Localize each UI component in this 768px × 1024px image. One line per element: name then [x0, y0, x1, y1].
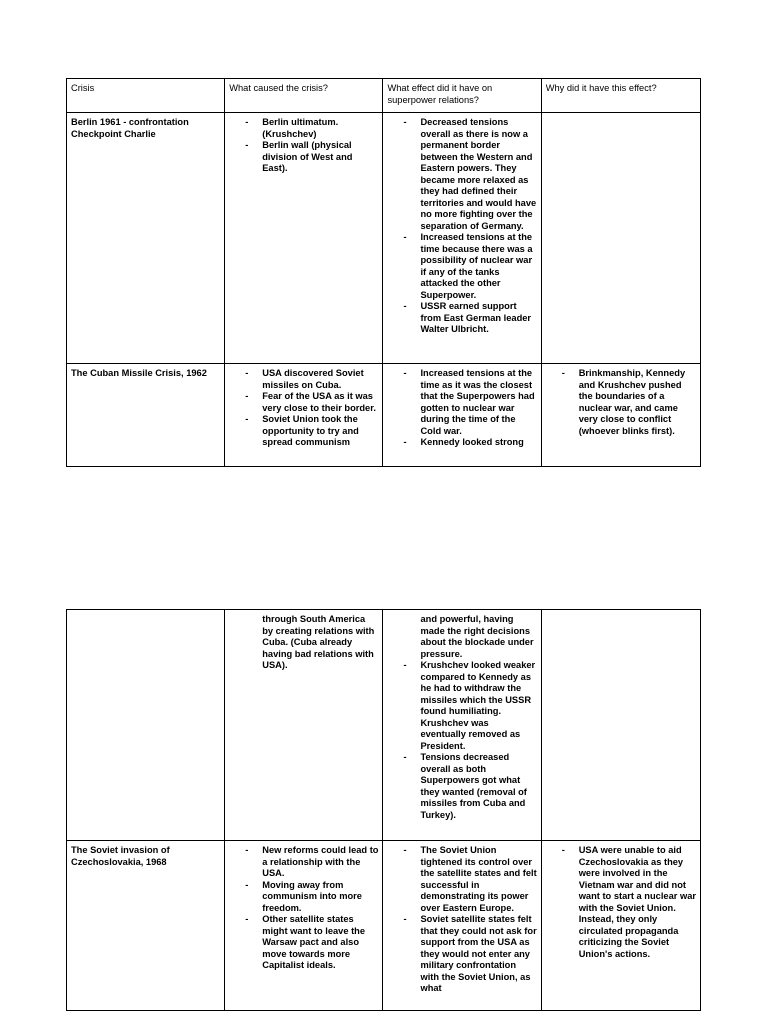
list-item: - New reforms could lead to a relationship with the USA. — [262, 845, 378, 880]
causes-berlin — [225, 113, 383, 364]
table-row-berlin — [67, 113, 701, 364]
causes-cuba-continued — [225, 610, 383, 841]
list-item: - Fear of the USA as it was very close to their border. — [262, 391, 378, 414]
list-item: - Krushchev looked weaker compared to Kennedy as he had to withdraw the missiles which the USSR found humiliating. Krushchev was eventually removed as President. — [420, 660, 536, 752]
list-item: - Increased tensions at the time as it was the closest that the Superpowers had gotten to nuclear war during the time of the Cold war. — [420, 368, 536, 437]
list-item: - Moving away from communism into more freedom. — [262, 880, 378, 915]
why-czech — [541, 841, 700, 1011]
effects-cuba-continued — [383, 610, 541, 841]
why-cuba-continued — [541, 610, 700, 841]
crisis-table-part-2 — [66, 609, 701, 1011]
crisis-table-part-1 — [66, 78, 701, 467]
continued-text: through South America by creating relations with Cuba. (Cuba already having bad relations with USA). — [262, 614, 375, 670]
list-item: - The Soviet Union tightened its control over the satellite states and felt successful in demonstrating its power over Eastern Europe. — [420, 845, 536, 914]
list-item: - Brinkmanship, Kennedy and Krushchev pushed the boundaries of a nuclear war, and came very close to conflict (whoever blinks first). — [579, 368, 696, 437]
crisis-name-cuba: The Cuban Missile Crisis, 1962 — [67, 364, 225, 467]
list-item: - USSR earned support from East German leader Walter Ulbricht. — [420, 301, 536, 336]
why-cuba — [541, 364, 700, 467]
crisis-name-berlin: Berlin 1961 - confrontation Checkpoint Charlie — [67, 113, 225, 364]
list-item: - Soviet Union took the opportunity to try and spread communism — [262, 414, 378, 449]
continued-text: and powerful, having made the right decisions about the blockade under pressure. — [420, 614, 534, 659]
list-item: - USA discovered Soviet missiles on Cuba. — [262, 368, 378, 391]
list-item: - Other satellite states might want to leave the Warsaw pact and also move towards more Capitalist ideals. — [262, 914, 378, 972]
effects-czech — [383, 841, 541, 1011]
effects-cuba — [383, 364, 541, 467]
list-item: - Increased tensions at the time because there was a possibility of nuclear war if any of the tanks attacked the other Superpower. — [420, 232, 536, 301]
list-item: - USA were unable to aid Czechoslovakia as they were involved in the Vietnam war and did not want to start a nuclear war with the Soviet Union. Instead, they only circulated propaganda criticizing the Soviet Union's actions. — [579, 845, 696, 960]
list-item: - Berlin ultimatum. (Krushchev) — [262, 117, 378, 140]
table-row-cuba — [67, 364, 701, 467]
causes-czech — [225, 841, 383, 1011]
crisis-name-cuba-continued — [67, 610, 225, 841]
list-item: - Tensions decreased overall as both Superpowers got what they wanted (removal of missiles from Cuba and Turkey). — [420, 752, 536, 821]
header-crisis: Crisis — [67, 79, 225, 113]
table-row-cuba-continued — [67, 610, 701, 841]
crisis-name-czech: The Soviet invasion of Czechoslovakia, 1968 — [67, 841, 225, 1011]
list-item: - Decreased tensions overall as there is now a permanent border between the Western and Eastern powers. They became more relaxed as they had defined their territories and would have no more fighting over the separation of Germany. — [420, 117, 536, 232]
list-item: - Berlin wall (physical division of West and East). — [262, 140, 378, 175]
effects-berlin — [383, 113, 541, 364]
list-item: - Kennedy looked strong — [420, 437, 536, 449]
list-item: - Soviet satellite states felt that they could not ask for support from the USA as they would not enter any military confrontation with the Soviet Union, as what — [420, 914, 536, 995]
why-berlin — [541, 113, 700, 364]
header-effect: What effect did it have on superpower relations? — [383, 79, 541, 113]
table-row-czech — [67, 841, 701, 1011]
causes-cuba — [225, 364, 383, 467]
header-why: Why did it have this effect? — [541, 79, 700, 113]
table-header-row — [67, 79, 701, 113]
header-cause: What caused the crisis? — [225, 79, 383, 113]
